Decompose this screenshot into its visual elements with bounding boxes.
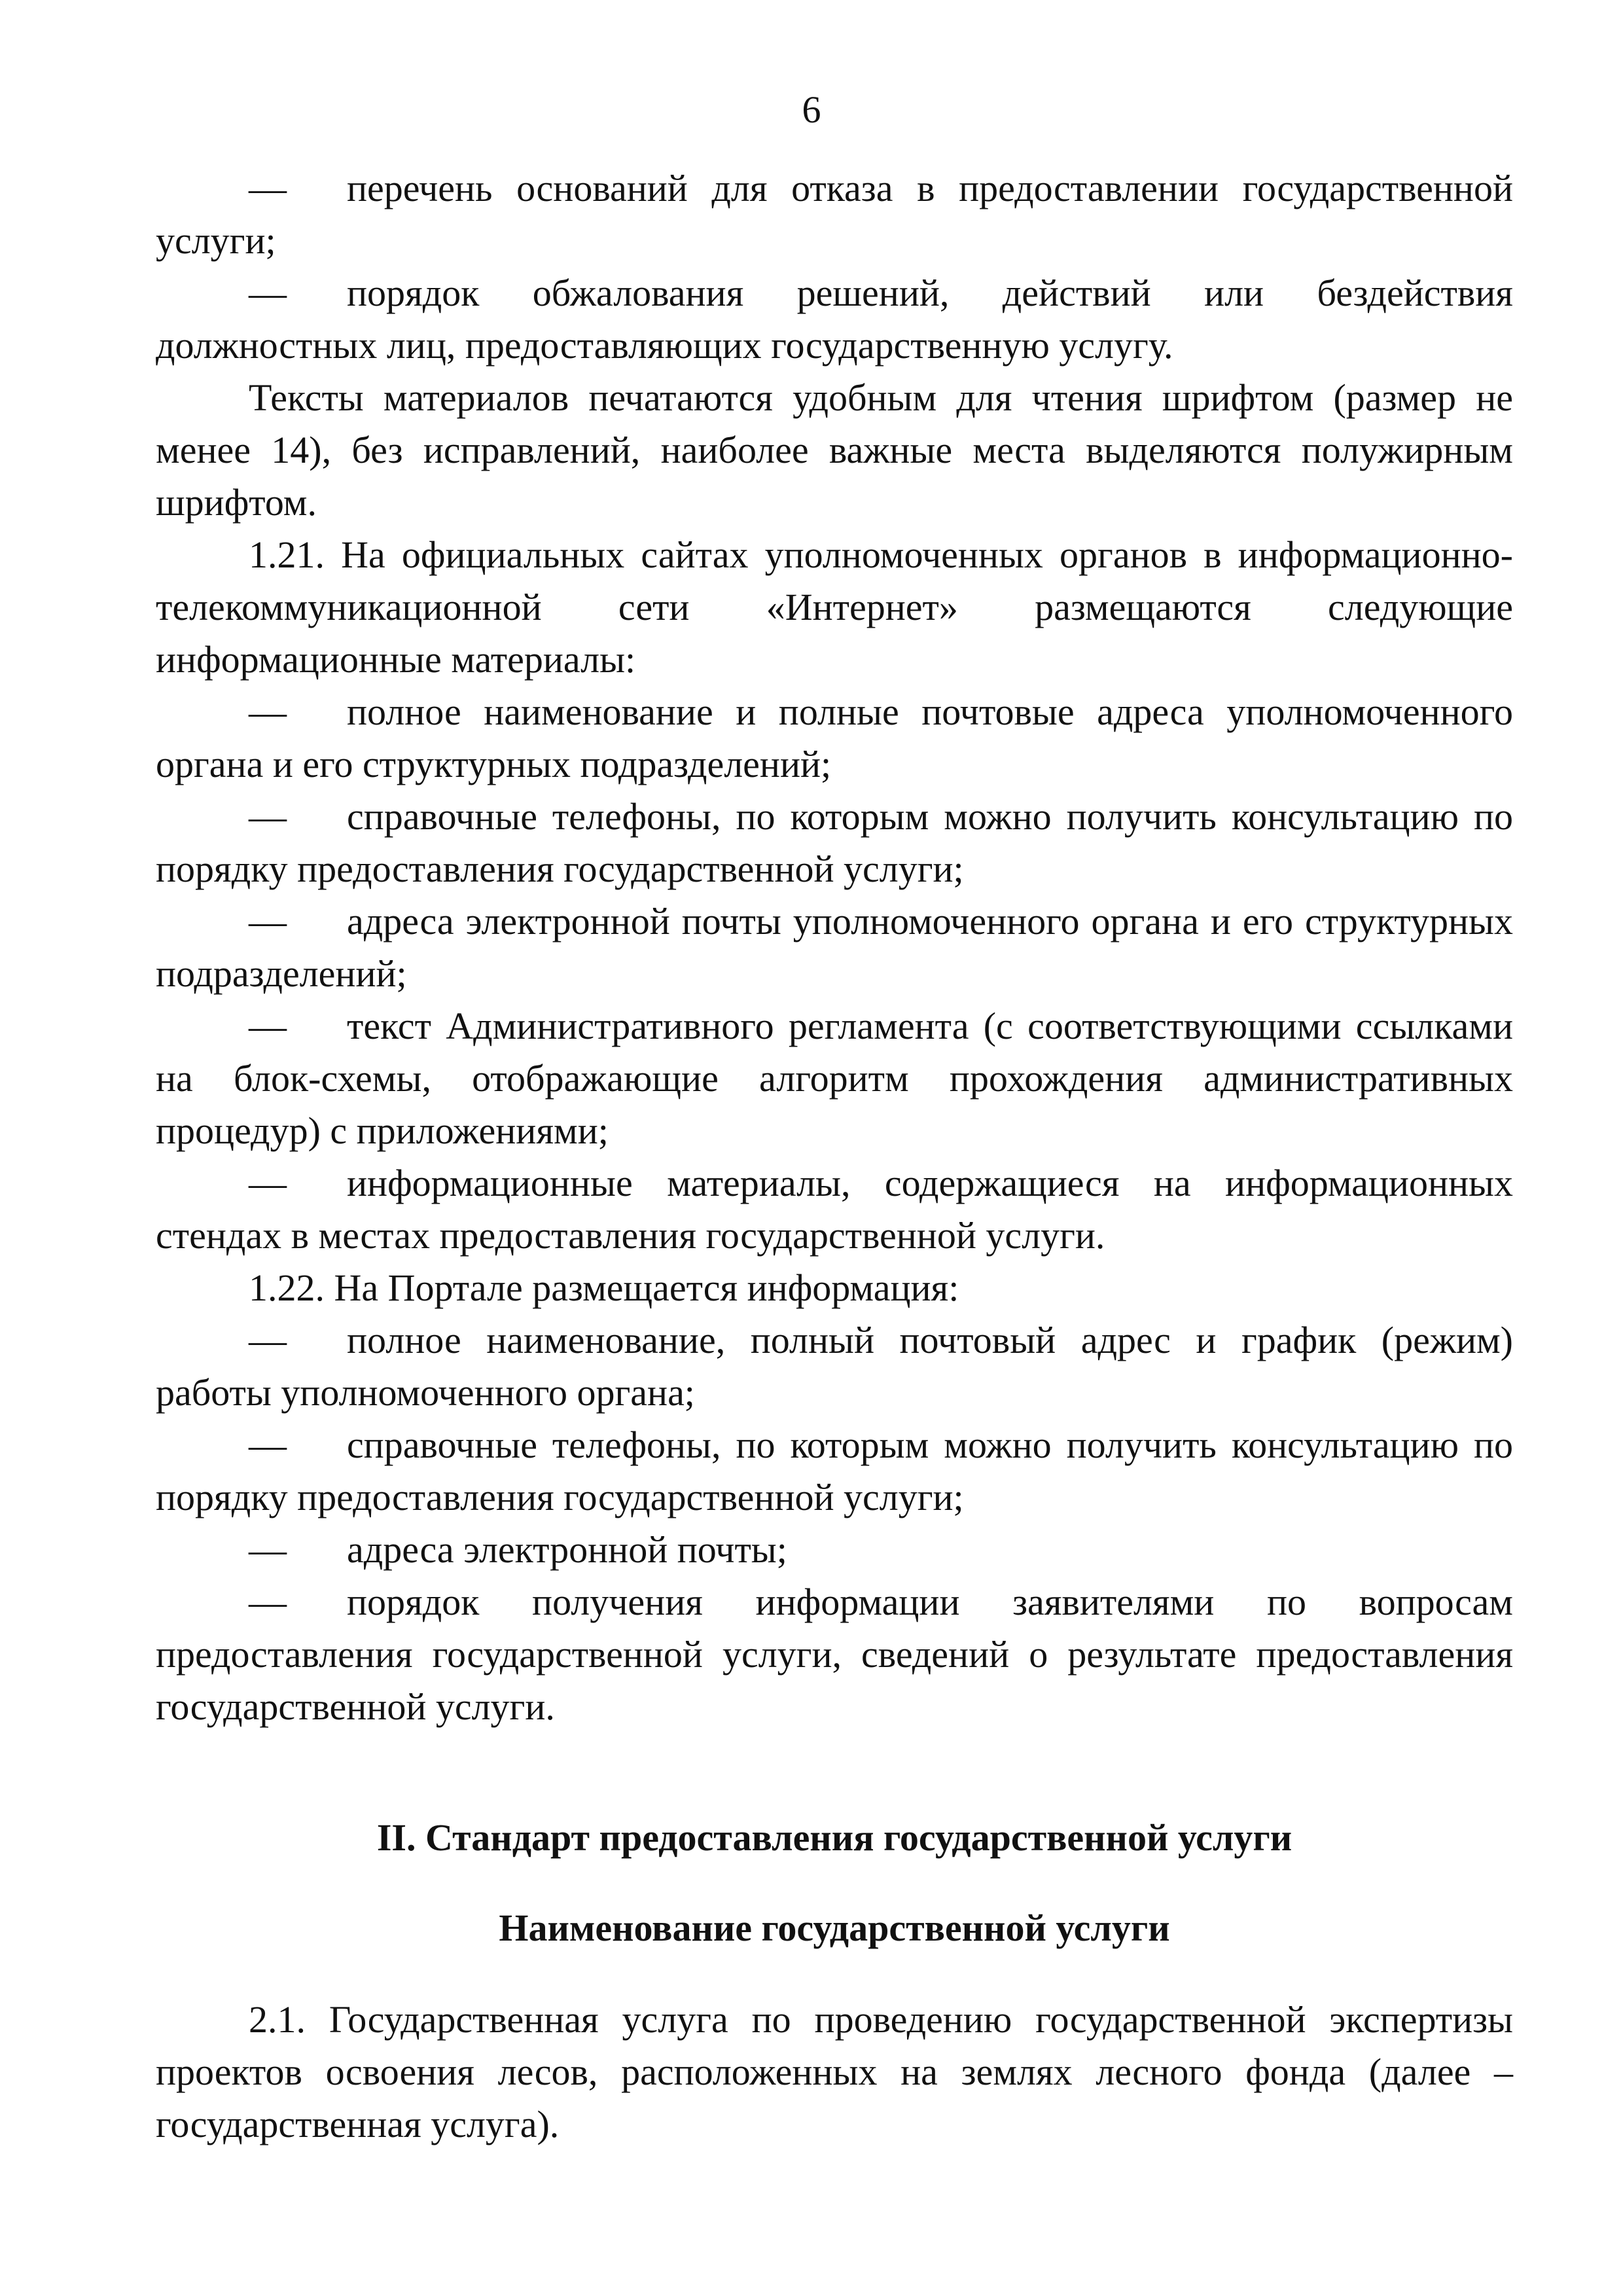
list-item bbox=[156, 1314, 1513, 1419]
paragraph: Тексты материалов печатаются удобным для чтения шрифтом (размер не менее 14), без исправлений, наиболее важные места выделяются полужирным шрифтом. bbox=[156, 376, 1513, 524]
list-item bbox=[156, 162, 1513, 267]
list-item-text: порядок обжалования решений, действий или бездействия должностных лиц, предоставляющих государственную услугу. bbox=[156, 272, 1513, 367]
list-item bbox=[156, 1419, 1513, 1524]
dash-bullet: — bbox=[249, 900, 287, 942]
dash-bullet: — bbox=[249, 1581, 287, 1623]
list-item-text: порядок получения информации заявителями по вопросам предоставления государственной услуги, сведений о результате предоставления государственной услуги. bbox=[156, 1581, 1513, 1728]
list-item-text: справочные телефоны, по которым можно получить консультацию по порядку предоставления государственной услуги; bbox=[156, 795, 1513, 890]
list-item-text: полное наименование, полный почтовый адрес и график (режим) работы уполномоченного органа; bbox=[156, 1319, 1513, 1414]
list-item-text: информационные материалы, содержащиеся на информационных стендах в местах предоставления государственной услуги. bbox=[156, 1162, 1513, 1257]
list-item-text: текст Административного регламента (с соответствующими ссылками на блок-схемы, отображающие алгоритм прохождения административных процедур) с приложениями; bbox=[156, 1005, 1513, 1152]
spacer bbox=[156, 1733, 1513, 1812]
list-item bbox=[156, 1157, 1513, 1262]
dash-bullet: — bbox=[249, 1005, 287, 1047]
page-number: 6 bbox=[802, 88, 821, 131]
list-item bbox=[156, 895, 1513, 1000]
list-item bbox=[156, 791, 1513, 895]
dash-bullet: — bbox=[249, 1319, 287, 1361]
section-heading: II. Стандарт предоставления государственной услуги bbox=[376, 1816, 1293, 1859]
dash-bullet: — bbox=[249, 167, 287, 209]
paragraph-1-21: 1.21. На официальных сайтах уполномоченных органов в информационно-телекоммуникационной сети «Интернет» размещаются следующие информационные материалы: bbox=[156, 533, 1513, 681]
list-item-text: адреса электронной почты; bbox=[347, 1528, 787, 1571]
list-item-text: полное наименование и полные почтовые адреса уполномоченного органа и его структурных подразделений; bbox=[156, 691, 1513, 785]
section-subheading: Наименование государственной услуги bbox=[499, 1907, 1170, 1949]
list-item bbox=[156, 686, 1513, 791]
list-item bbox=[156, 1524, 1513, 1576]
spacer bbox=[156, 1864, 1513, 1902]
document-body bbox=[156, 162, 1513, 2151]
list-item bbox=[156, 267, 1513, 372]
list-item-text: справочные телефоны, по которым можно получить консультацию по порядку предоставления государственной услуги; bbox=[156, 1424, 1513, 1518]
paragraph-2-1: 2.1. Государственная услуга по проведению государственной экспертизы проектов освоения лесов, расположенных на землях лесного фонда (далее – государственная услуга). bbox=[156, 1998, 1513, 2145]
dash-bullet: — bbox=[249, 691, 287, 733]
list-item bbox=[156, 1576, 1513, 1733]
dash-bullet: — bbox=[249, 1528, 287, 1571]
list-item-text: перечень оснований для отказа в предоставлении государственной услуги; bbox=[156, 167, 1513, 262]
spacer bbox=[156, 1954, 1513, 1994]
dash-bullet: — bbox=[249, 1424, 287, 1466]
list-item-text: адреса электронной почты уполномоченного органа и его структурных подразделений; bbox=[156, 900, 1513, 995]
dash-bullet: — bbox=[249, 272, 287, 314]
dash-bullet: — bbox=[249, 1162, 287, 1204]
dash-bullet: — bbox=[249, 795, 287, 838]
list-item bbox=[156, 1000, 1513, 1157]
paragraph-1-22: 1.22. На Портале размещается информация: bbox=[249, 1266, 959, 1309]
